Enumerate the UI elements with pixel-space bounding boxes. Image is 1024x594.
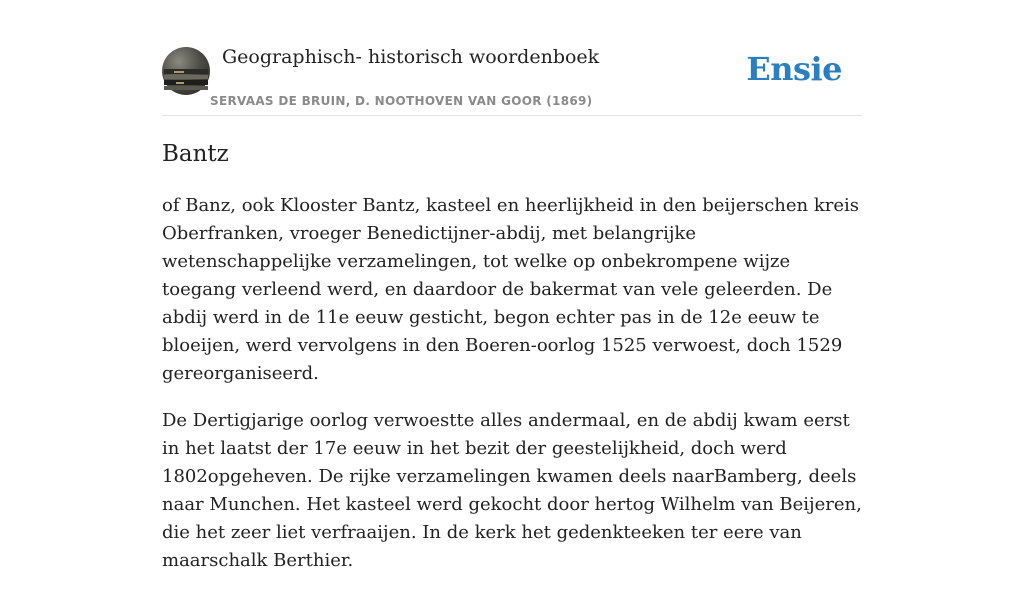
book-cover-icon[interactable] bbox=[162, 47, 210, 95]
entry-paragraph: of Banz, ook Klooster Bantz, kasteel en heerlijkheid in den beijerschen kreis Oberfranken, vroeger Benedictijner-abdij, met belangrijke wetenschappelijke verzamelingen, tot welke op onbekrompene wijze toegang verleend werd, en daardoor de bakermat van vele geleerden. De abdij werd in de 11e eeuw gesticht, begon echter pas in de 12e eeuw te bloeijen, werd vervolgens in den Boeren-oorlog 1525 verwoest, doch 1529 gereorganiseerd. bbox=[162, 195, 860, 384]
entry-paragraph: De Dertigjarige oorlog verwoestte alles andermaal, en de abdij kwam eerst in het laatst der 17e eeuw in het bezit der geestelijkheid, doch werd 1802opgeheven. De rijke verzamelingen kwamen deels naarBamberg, deels naar Munchen. Het kasteel werd gekocht door hertog Wilhelm van Beijeren, die het zeer liet verfraaijen. In de kerk het gedenkteeken ter eere van maarschalk Berthier. bbox=[162, 410, 862, 571]
entry-title: Bantz bbox=[162, 141, 229, 167]
ensie-logo[interactable]: Ensie bbox=[746, 50, 842, 88]
book-authors: SERVAAS DE BRUIN, D. NOOTHOVEN VAN GOOR (1869) bbox=[210, 94, 593, 108]
entry-body bbox=[162, 192, 862, 594]
book-title[interactable]: Geographisch- historisch woordenboek bbox=[222, 46, 600, 68]
header bbox=[162, 0, 862, 116]
content-container bbox=[162, 0, 862, 571]
